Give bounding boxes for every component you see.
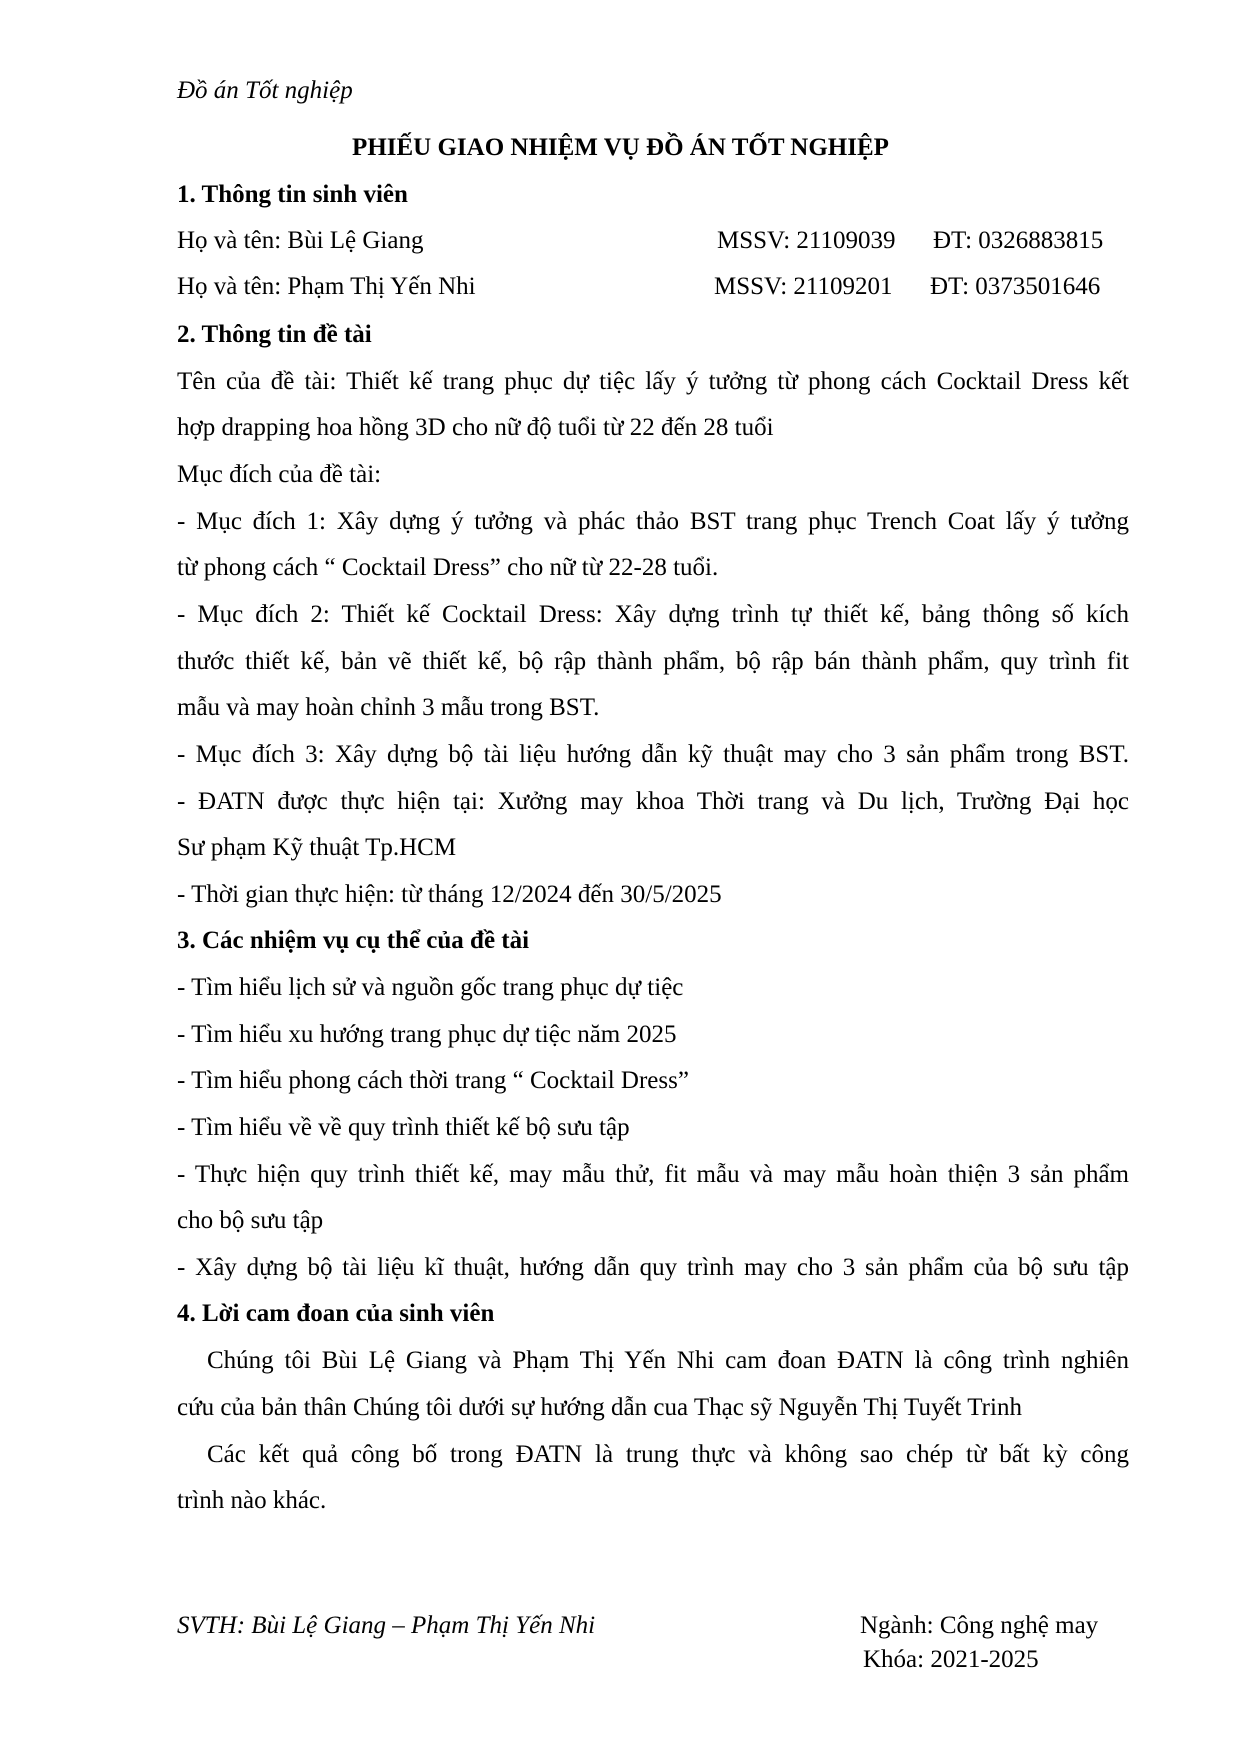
student-2-phone: ĐT: 0373501646	[930, 273, 1101, 300]
purpose-2-line-3: mẫu và may hoàn chỉnh 3 mẫu trong BST.	[177, 694, 600, 721]
task-4: - Tìm hiểu về về quy trình thiết kế bộ sưu tập	[177, 1114, 630, 1141]
purpose-1-line-2: từ phong cách “ Cocktail Dress” cho nữ từ 22-28 tuổi.	[177, 554, 719, 581]
student-1-mssv: MSSV: 21109039	[717, 227, 896, 254]
topic-line-2: hợp drapping hoa hồng 3D cho nữ độ tuổi từ 22 đến 28 tuổi	[177, 414, 774, 441]
section-1-heading: 1. Thông tin sinh viên	[177, 181, 408, 208]
task-2: - Tìm hiểu xu hướng trang phục dự tiệc năm 2025	[177, 1021, 677, 1048]
commitment-1-line-2: cứu của bản thân Chúng tôi dưới sự hướng dẫn cua Thạc sỹ Nguyễn Thị Tuyết Trinh	[177, 1394, 1022, 1421]
page-header: Đồ án Tốt nghiệp	[177, 77, 353, 104]
task-5-line-2: cho bộ sưu tập	[177, 1207, 324, 1234]
commitment-2-line-1: Các kết quả công bố trong ĐATN là trung thực và không sao chép từ bất kỳ công	[207, 1441, 1129, 1468]
task-6: - Xây dựng bộ tài liệu kĩ thuật, hướng dẫn quy trình may cho 3 sản phẩm của bộ sưu tập	[177, 1254, 1129, 1281]
student-2-name: Họ và tên: Phạm Thị Yến Nhi	[177, 273, 476, 300]
commitment-1-line-1: Chúng tôi Bùi Lệ Giang và Phạm Thị Yến Nhi cam đoan ĐATN là công trình nghiên	[207, 1347, 1129, 1374]
time-line: - Thời gian thực hiện: từ tháng 12/2024 đến 30/5/2025	[177, 881, 722, 908]
section-3-heading: 3. Các nhiệm vụ cụ thể của đề tài	[177, 927, 530, 954]
footer-authors: SVTH: Bùi Lệ Giang – Phạm Thị Yến Nhi	[177, 1612, 596, 1639]
section-4-heading: 4. Lời cam đoan của sinh viên	[177, 1300, 495, 1327]
task-5-line-1: - Thực hiện quy trình thiết kế, may mẫu thử, fit mẫu và may mẫu hoàn thiện 3 sản phẩm	[177, 1161, 1129, 1188]
place-line-1: - ĐATN được thực hiện tại: Xưởng may khoa Thời trang và Du lịch, Trường Đại học	[177, 788, 1129, 815]
topic-line-1: Tên của đề tài: Thiết kế trang phục dự tiệc lấy ý tưởng từ phong cách Cocktail Dress kết	[177, 368, 1129, 395]
footer-major: Ngành: Công nghệ may	[860, 1612, 1099, 1639]
task-3: - Tìm hiểu phong cách thời trang “ Cocktail Dress”	[177, 1067, 689, 1094]
purpose-2-line-2: thước thiết kế, bản vẽ thiết kế, bộ rập thành phẩm, bộ rập bán thành phẩm, quy trình fit	[177, 648, 1129, 675]
purpose-label: Mục đích của đề tài:	[177, 461, 382, 488]
purpose-1-line-1: - Mục đích 1: Xây dựng ý tưởng và phác thảo BST trang phục Trench Coat lấy ý tưởng	[177, 508, 1129, 535]
student-1-phone: ĐT: 0326883815	[933, 227, 1104, 254]
task-1: - Tìm hiểu lịch sử và nguồn gốc trang phục dự tiệc	[177, 974, 684, 1001]
student-2-mssv: MSSV: 21109201	[714, 273, 893, 300]
purpose-2-line-1: - Mục đích 2: Thiết kế Cocktail Dress: Xây dựng trình tự thiết kế, bảng thông số kích	[177, 601, 1129, 628]
section-2-heading: 2. Thông tin đề tài	[177, 321, 372, 348]
footer-course: Khóa: 2021-2025	[863, 1646, 1039, 1673]
place-line-2: Sư phạm Kỹ thuật Tp.HCM	[177, 834, 457, 861]
commitment-2-line-2: trình nào khác.	[177, 1487, 327, 1514]
page-title: PHIẾU GIAO NHIỆM VỤ ĐỒ ÁN TỐT NGHIỆP	[352, 134, 889, 161]
purpose-3-line-1: - Mục đích 3: Xây dựng bộ tài liệu hướng dẫn kỹ thuật may cho 3 sản phẩm trong BST.	[177, 741, 1129, 768]
student-1-name: Họ và tên: Bùi Lệ Giang	[177, 227, 424, 254]
